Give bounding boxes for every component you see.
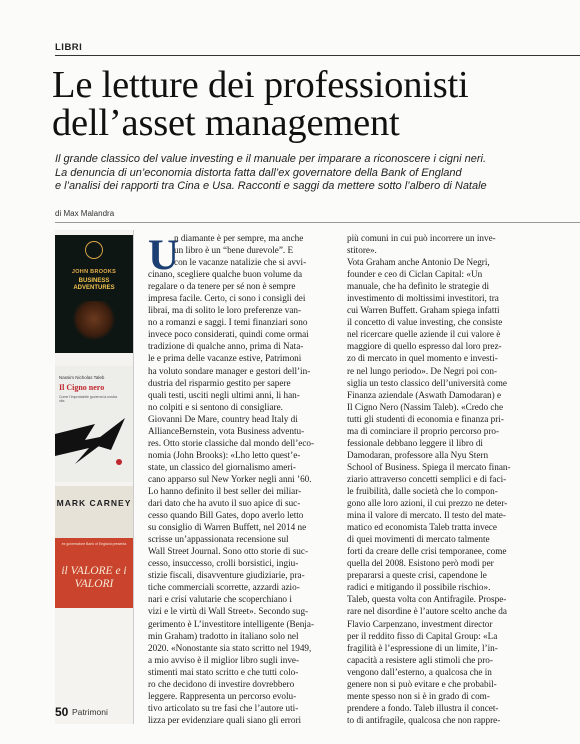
subheadline-line: La denuncia di un’economia distorta fatta dall’ex governatore della Bank of England	[55, 166, 462, 179]
article-line: le e prima delle vacanze estive, Patrimoni	[148, 353, 302, 364]
article-line: rare nel disordine è l’autore scelto anche da	[347, 606, 507, 617]
book-covers-column	[55, 230, 134, 724]
article-line: tiche commerciali scorrette, azzardi azio-	[148, 582, 300, 593]
black-swan-icon	[55, 404, 133, 482]
article-line: su consiglio di Warren Buffett, nel 2014 ne	[148, 522, 307, 533]
article-line: dustria del risparmio gestito per sapere	[148, 377, 291, 388]
book-cover-il-valore-e-i-valori	[55, 486, 133, 608]
article-line: vizi e le virtù di Wall Street». Secondo sug-	[148, 606, 309, 617]
article-line: dari dato che ha avuto il suo apice di suc-	[148, 498, 301, 509]
article-line: Finanza aziendale (Aswath Damodaran) e	[347, 389, 502, 400]
article-line: School of Business. Spiega il mercato finan-	[347, 461, 511, 472]
article-line: fragilità è l’espressione di un limite, l’in-	[347, 642, 498, 653]
article-line: cui Warren Buffett. Graham spiega infatti	[347, 305, 500, 316]
article-line: mente spesso non si è in grado di com-	[347, 690, 490, 701]
article-line: invece poco considerati, quindi come ormai	[148, 329, 309, 340]
article-line: scrisse un’appassionata recensione sul	[148, 534, 289, 545]
article-line: prepararsi a queste crisi, capendone le	[347, 570, 487, 581]
article-line: le fruibilità, dalle società che lo compon-	[347, 485, 498, 496]
article-line: quali testi, usciti negli ultimi anni, li han-	[148, 389, 300, 400]
drop-cap: U	[148, 232, 180, 279]
article-line: no colpiti e si sentono di consigliare.	[148, 401, 283, 412]
article-line: no a romanzi e saggi. I temi finanziari sono	[148, 317, 308, 328]
article-line: gono alle loro azioni, il cui prezzo ne deter-	[347, 498, 508, 509]
subheadline-line: e l’analisi dei rapporti tra Cina e Usa. Racconti e saggi da mettere sotto l’albero di Natale	[55, 180, 487, 192]
article-line: re nel lungo periodo». De Negri poi con-	[347, 365, 498, 376]
article-line: AllianceBernstein, vota Business adventu-	[148, 425, 305, 436]
article-line: siglia un testo classico dell’università come	[347, 377, 507, 388]
article-line: cinano, scegliere qualche buon volume da	[148, 269, 303, 280]
article-line: con le vacanze natalizie che si avvi-	[174, 257, 307, 268]
article-line: radici e mitigando il possibile rischio».	[347, 582, 491, 593]
article-line: più comuni in cui può incorrere un inve-	[347, 233, 496, 243]
article-line: tivo articolato su tre fasi che l’autore uti-	[148, 702, 299, 713]
article-line: per il reddito fisso di Capital Group: «La	[347, 630, 498, 641]
article-line: matico ed economista Taleb tratta invece	[347, 522, 497, 533]
article-line: to di antifragile, qualcosa che non rappre-	[347, 714, 501, 725]
article-line: Damodaran, professore alla Nyu Stern	[347, 449, 489, 460]
article-line: il concetto di value investing, che consiste	[347, 317, 503, 328]
publisher-logo-icon	[85, 241, 103, 259]
article-line: cesso, insuccesso, crolli borsistici, ingiu-	[148, 558, 299, 569]
book-note: ex governatore Bank of England presenta	[61, 542, 127, 546]
article-line: gerimento è L’investitore intelligente (Benja-	[148, 618, 315, 629]
article-line: Flavio Carpenzano, investment director	[347, 618, 493, 629]
book-title: Il Cigno nero	[59, 383, 105, 392]
article-column-2	[347, 232, 533, 726]
article-line: ha voluto sondare manager e gestori dell’in-	[148, 365, 311, 376]
subheadline-line: Il grande classico del value investing e il manuale per imparare a riconoscere i cigni neri.	[55, 153, 487, 165]
article-line: Vota Graham anche Antonio De Negri,	[347, 257, 490, 268]
cover-illustration-icon	[73, 301, 115, 341]
headline	[52, 66, 577, 142]
byline: di Max Malandra	[55, 209, 115, 218]
headline-line: dell’asset management	[52, 102, 400, 144]
subheadline	[55, 153, 580, 194]
article-line: nari e crisi valutarie che scoperchiano i	[148, 594, 292, 605]
article-line: Wall Street Journal. Sono otto storie di suc-	[148, 546, 309, 557]
book-author: Nassim Nicholas Taleb	[59, 375, 105, 380]
article-line: impresa facile. Certo, ci sono i consigli dei	[148, 293, 306, 304]
article-line: Giovanni De Mare, country head Italy di	[148, 413, 298, 424]
article-line: fessionale debbano leggere il libro di	[347, 437, 483, 448]
article-line: forti da creare delle crisi temporanee, come	[347, 546, 507, 557]
article-line: tradizione di qualche anno, prima di Nata-	[148, 341, 304, 352]
article-line: min Graham) tradotto in italiano solo nel	[148, 630, 299, 641]
article-line: prendere a fondo. Taleb illustra il concet-	[347, 702, 499, 713]
article-line: Lo hanno definito il best seller dei miliar-	[148, 485, 302, 496]
book-author: MARK CARNEY	[56, 498, 132, 508]
article-line: res. Otto storie classiche dal mondo dell’eco-	[148, 437, 315, 448]
page-number: 50	[55, 705, 69, 719]
article-line: cano apparso sul New Yorker negli anni ’60.	[148, 473, 312, 484]
book-cover-cigno-nero	[55, 366, 133, 482]
article-line: capacità a resistere agli stimoli che pro-	[347, 654, 493, 665]
article-line: Taleb, questa volta con Antifragile. Prospe-	[347, 594, 507, 605]
book-subtitle: Come l’improbabile governa la nostra vita	[59, 395, 117, 403]
article-line: stitore».	[347, 245, 377, 256]
article-line: leggere. Rappresenta un percorso evolu-	[148, 690, 297, 701]
article-line: zo di mercato in quel momento e investi-	[347, 353, 498, 364]
headline-line: Le letture dei professionisti	[52, 64, 469, 106]
book-title: BUSINESS ADVENTURES	[73, 278, 115, 291]
article-line: mina il valore di mercato. Il testo del mate-	[347, 510, 506, 521]
article-line: 2020. «Nonostante sia stato scritto nel 1949,	[148, 642, 312, 653]
article-line: genere non si può evitare e che probabil-	[347, 678, 497, 689]
article-line: state, un classico del giornalismo ameri-	[148, 461, 296, 472]
article-line: nomia (John Brooks): «Lho letto quest’e-	[148, 449, 301, 460]
book-title: il VALORE e i VALORI	[61, 565, 127, 590]
byline-divider	[55, 222, 580, 223]
article-line: quella del 2008. Esistono però modi per	[347, 558, 494, 569]
article-line: tutti gli studenti di economia e finanza pri-	[347, 413, 504, 424]
article-line: cesso quando Bill Gates, dopo averlo letto	[148, 510, 304, 521]
article-line: Il Cigno Nero (Nassim Taleb). «Credo che	[347, 401, 504, 412]
article-line: vengono dall’esterno, a qualcosa che in	[347, 666, 492, 677]
article-line: regalare o da tenere per sé non è sempre	[148, 281, 296, 292]
article-line: a mio avviso è il miglior libro sugli inve-	[148, 654, 300, 665]
article-line: stizie fiscali, disavventure giudiziarie, pra-	[148, 570, 305, 581]
article-line: un libro è un “bene durevole”. E	[174, 245, 294, 256]
article-line: ro che decidono di investire dovrebbero	[148, 678, 295, 689]
publication-name: Patrimoni	[72, 707, 108, 717]
article-line: ma di cominciare il proprio percorso pro-	[347, 425, 500, 436]
article-line: nel ricercare quelle aziende il cui valore è	[347, 329, 501, 340]
article-line: investimento di moltissimi investitori, tra	[347, 293, 499, 304]
article-line: manuale, che ha definito le strategie di	[347, 281, 490, 292]
article-line: ziario attraverso concetti semplici e di faci-	[347, 473, 507, 484]
article-line: di quei movimenti di mercato talmente	[347, 534, 490, 545]
section-label: LIBRI	[55, 42, 83, 53]
section-divider	[55, 55, 580, 56]
article-line: n diamante è per sempre, ma anche	[174, 233, 304, 243]
article-line: founder e ceo di Ciclan Capital: «Un	[347, 269, 483, 280]
article-line: maggiore di quello espresso dal loro prez-	[347, 341, 502, 352]
article-line: lizza per evidenziare quali siano gli errori	[148, 714, 302, 725]
article-line: librai, ma di solito le loro preferenze van-	[148, 305, 302, 316]
article-column-1	[148, 232, 333, 726]
book-author: JOHN BROOKS	[71, 269, 117, 275]
article-line: stimenti mai stato scritto e che tutti colo-	[148, 666, 299, 677]
book-cover-business-adventures	[55, 235, 133, 353]
